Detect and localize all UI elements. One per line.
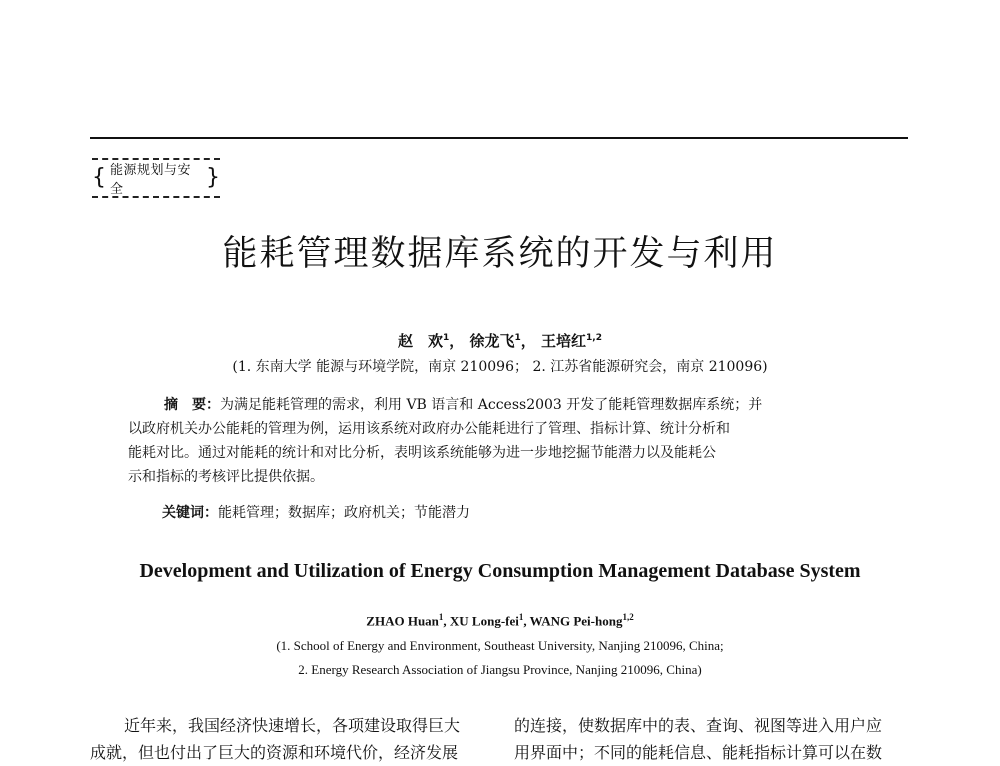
author-en-3-sup: 1,2: [622, 612, 634, 622]
author-en-1: ZHAO Huan: [366, 613, 439, 629]
author-cn-3: 王培红: [541, 332, 587, 350]
abstract-line-1: 为满足能耗管理的需求，利用 VB 语言和 Access2003 开发了能耗管理数据库系统；并: [220, 397, 763, 413]
affiliation-en-line-2: 2. Energy Research Association of Jiangsu Province, Nanjing 210096, China): [298, 662, 702, 677]
author-en-1-sup: 1: [438, 612, 444, 622]
author-cn-2: 徐龙飞: [469, 332, 515, 350]
paper-title: 能耗管理数据库系统的开发与利用: [222, 234, 778, 274]
author-en-3: WANG Pei-hong: [529, 613, 623, 629]
left-brace-icon: {: [92, 165, 106, 190]
abstract-line: [128, 393, 868, 417]
body-left-line-1: 近年来，我国经济快速增长，各项建设取得巨大: [124, 716, 461, 735]
keywords-label: 关键词：: [162, 505, 218, 521]
section-tag: [92, 158, 220, 198]
author-cn-1-sup: 1: [443, 333, 450, 343]
abstract-line-3: 能耗对比。通过对能耗的统计和对比分析，表明该系统能够为进一步地挖掘节能潜力以及能耗公: [128, 445, 716, 461]
paper-title-en: Development and Utilization of Energy Consumption Management Database System: [139, 560, 861, 582]
author-en-2: XU Long-fei: [449, 613, 519, 629]
author-cn-3-sup: 1,2: [586, 333, 602, 343]
header-rule: [90, 137, 908, 139]
author-en-2-sup: 1: [518, 612, 524, 622]
body-right-line-2: 用界面中；不同的能耗信息、能耗指标计算可以在数: [514, 743, 883, 762]
keywords-text: 能耗管理；数据库；政府机关；节能潜力: [218, 505, 470, 521]
keywords: [162, 502, 470, 522]
authors-cn: 赵 欢$^1$， 徐龙飞$^1$， 王培红$^{1,2}$: [398, 332, 602, 350]
body-left-line-2: 成就，但也付出了巨大的资源和环境代价，经济发展: [90, 743, 459, 762]
abstract-label: 摘 要：: [164, 397, 220, 413]
abstract-line-4: 示和指标的考核评比提供依据。: [128, 469, 324, 485]
body-column-left: [90, 712, 470, 766]
body-column-right: [514, 712, 894, 766]
author-cn-2-sup: 1: [514, 333, 521, 343]
author-cn-1: 赵 欢: [398, 332, 444, 350]
right-brace-icon: }: [206, 165, 220, 190]
body-right-line-1: 的连接，使数据库中的表、查询、视图等进入用户应: [514, 716, 883, 735]
authors-en: ZHAO Huan$^1$, XU Long-fei$^1$, WANG Pei-hong$^{1,2}$: [366, 612, 634, 629]
section-tag-label: 能源规划与安全: [110, 163, 192, 197]
affiliation-cn: (1. 东南大学 能源与环境学院，南京 210096； 2. 江苏省能源研究会，南京 210096): [232, 359, 768, 375]
abstract-line-2: 以政府机关办公能耗的管理为例，运用该系统对政府办公能耗进行了管理、指标计算、统计分析和: [128, 421, 730, 437]
affiliation-en-line-1: (1. School of Energy and Environment, Southeast University, Nanjing 210096, China;: [276, 638, 724, 653]
abstract: [128, 393, 868, 489]
